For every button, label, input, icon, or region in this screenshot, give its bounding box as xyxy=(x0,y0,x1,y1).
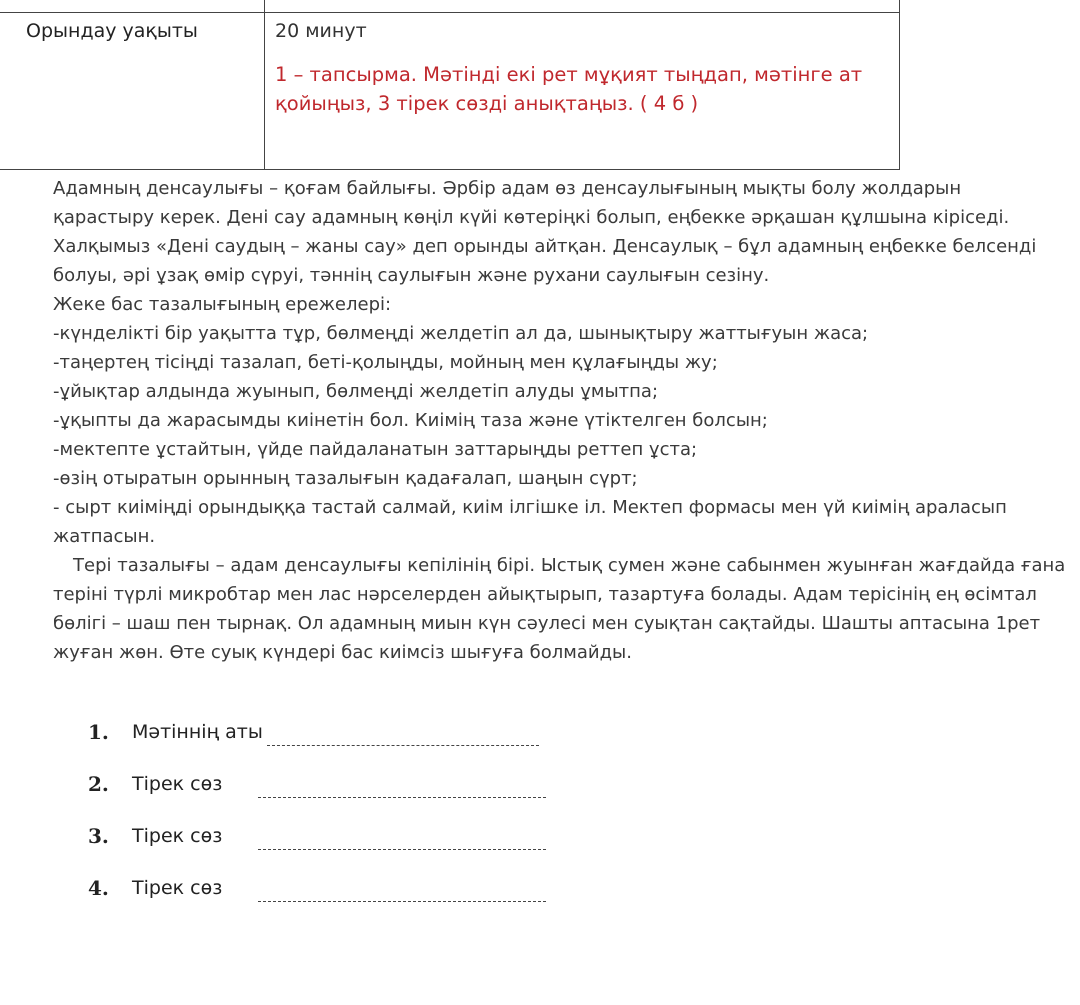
question-item xyxy=(88,758,546,810)
info-table xyxy=(0,0,900,170)
question-item xyxy=(88,706,546,758)
text-line: теріні түрлі микробтар мен лас нәрселерден айықтырып, тазартуға болады. Адам терісінің ең өсімтал xyxy=(53,584,1037,605)
question-item xyxy=(88,862,546,914)
question-list xyxy=(88,706,546,914)
text-line: болуы, әрі ұзақ өмір сүруі, тәннің саулығын және рухани саулығын сезіну. xyxy=(53,265,770,286)
text-line: бөлігі – шаш пен тырнақ. Ол адамның миын күн сәулесі мен суықтан сақтайды. Шашты аптасына 1рет xyxy=(53,613,1041,634)
text-line: Тері тазалығы – адам денсаулығы кепілінің бірі. Ыстық сумен және сабынмен жуынған жағдайда ғана xyxy=(73,555,1066,576)
rule-item: -таңертең тісіңді тазалап, беті-қолыңды, мойның мен құлағыңды жу; xyxy=(53,352,718,373)
rule-item: -өзің отыратын орынның тазалығын қадағалап, шаңын сүрт; xyxy=(53,468,638,489)
question-number: 1. xyxy=(88,720,109,744)
text-line: Адамның денсаулығы – қоғам байлығы. Әрбір адам өз денсаулығының мықты болу жолдарын xyxy=(53,178,962,199)
task-instruction: 1 – тапсырма. Мәтінді екі рет мұқият тыңдап, мәтінге ат қойыңыз, 3 тірек сөзді анықтаңыз. ( 4 б ) xyxy=(275,63,863,115)
answer-blank[interactable] xyxy=(258,887,546,902)
answer-blank[interactable] xyxy=(258,783,546,798)
question-label: Мәтіннің аты xyxy=(132,721,263,743)
question-number: 4. xyxy=(88,876,109,900)
rule-item: -күнделікті бір уақытта тұр, бөлмеңді желдетіп ал да, шынықтыру жаттығуын жаса; xyxy=(53,323,869,344)
time-label: Орындау уақыты xyxy=(26,20,198,42)
rule-item: - сырт киіміңді орындыққа тастай салмай, киім ілгішке іл. Мектеп формасы мен үй киімің араласып xyxy=(53,497,1007,518)
rule-item-continuation: жатпасын. xyxy=(53,526,156,547)
reading-text xyxy=(53,174,1073,667)
question-label: Тірек сөз xyxy=(132,773,223,795)
text-line: қарастыру керек. Дені сау адамның көңіл күйі көтеріңкі болып, еңбекке әрқашан құлшына кіріседі. xyxy=(53,207,1010,228)
text-line: жуған жөн. Өте суық күндері бас киімсіз шығуға болмайды. xyxy=(53,642,632,663)
question-label: Тірек сөз xyxy=(132,825,223,847)
question-number: 3. xyxy=(88,824,109,848)
text-line: Халқымыз «Дені саудың – жаны сау» деп орынды айтқан. Денсаулық – бұл адамның еңбекке белсенді xyxy=(53,236,1037,257)
question-item xyxy=(88,810,546,862)
table-column-divider xyxy=(264,0,265,169)
answer-blank[interactable] xyxy=(267,731,539,746)
question-number: 2. xyxy=(88,772,109,796)
rule-item: -ұқыпты да жарасымды киінетін бол. Киімің таза және үтіктелген болсын; xyxy=(53,410,768,431)
time-value: 20 минут xyxy=(275,20,367,42)
rule-item: -мектепте ұстайтын, үйде пайдаланатын заттарыңды реттеп ұста; xyxy=(53,439,698,460)
rules-heading: Жеке бас тазалығының ережелері: xyxy=(53,294,392,315)
table-top-border xyxy=(0,12,899,13)
answer-blank[interactable] xyxy=(258,835,546,850)
question-label: Тірек сөз xyxy=(132,877,223,899)
rule-item: -ұйықтар алдында жуынып, бөлмеңді желдетіп алуды ұмытпа; xyxy=(53,381,659,402)
